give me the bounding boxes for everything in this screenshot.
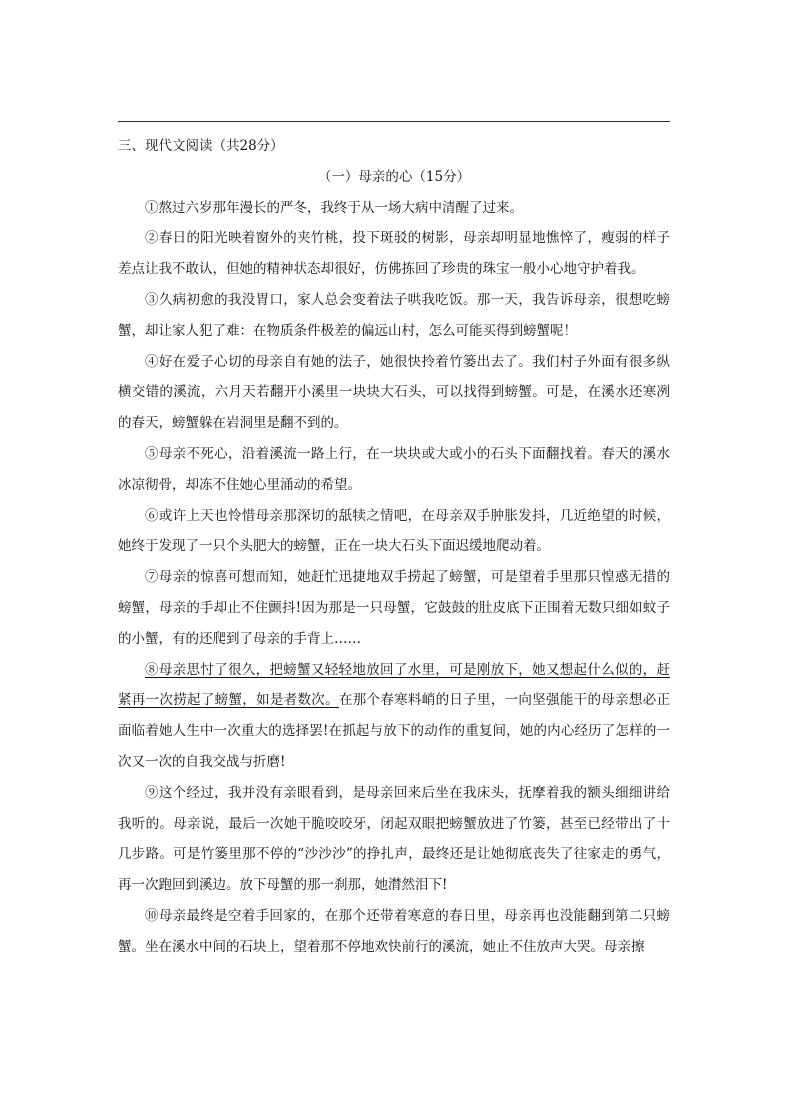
- paragraph-10: ⑩母亲最终是空着手回家的，在那个还带着寒意的春日里，母亲再也没能翻到第二只螃蟹。坐在溪水中间的石块上，望着那不停地欢快前行的溪流，她止不住放声大哭。母亲擦: [118, 907, 670, 955]
- section-heading: 三、现代文阅读（共28分）: [118, 138, 284, 154]
- paragraph-8-underlined-sentence: ⑧母亲思忖了很久，把螃蟹又轻轻地放回了水里，可是刚放下，她又想起什么似的，赶紧再一次捞起了螃蟹，如是者数次。: [118, 661, 670, 709]
- document-body: [118, 131, 670, 963]
- paragraph-4: ④好在爱子心切的母亲自有她的法子，她很快拎着竹篓出去了。我们村子外面有很多纵横交错的溪流，六月天若翻开小溪里一块块大石头，可以找得到螃蟹。可是，在溪水还寒冽的春天，螃蟹躲在岩洞里是翻不到的。: [118, 353, 670, 432]
- paragraph-9: ⑨这个经过，我并没有亲眼看到，是母亲回来后坐在我床头，抚摩着我的额头细细讲给我听的。母亲说，最后一次她干脆咬咬牙，闭起双眼把螃蟹放进了竹篓，甚至已经带出了十几步路。可是竹篓里那不停的“沙沙沙”的挣扎声，最终还是让她彻底丧失了往家走的勇气，再一次跑回到溪边。放下母蟹的那一刹那，她潸然泪下!: [118, 784, 670, 894]
- paragraph-1: ①熬过六岁那年漫长的严冬，我终于从一场大病中清醒了过来。: [145, 199, 523, 216]
- paragraph-3: ③久病初愈的我没胃口，家人总会变着法子哄我吃饭。那一天，我告诉母亲，很想吃螃蟹，却让家人犯了难：在物质条件极差的偏远山村，怎么可能买得到螃蟹呢！: [118, 291, 670, 339]
- paragraph-7: ⑦母亲的惊喜可想而知，她赶忙迅捷地双手捞起了螃蟹，可是望着手里那只惶惑无措的螃蟹，母亲的手却止不住颤抖!因为那是一只母蟹，它鼓鼓的肚皮底下正围着无数只细如蚊子的小蟹，有的还爬到了母亲的手背上……: [118, 569, 670, 647]
- article-title: （一）母亲的心（15分）: [317, 168, 471, 185]
- paragraph-8: [118, 655, 670, 778]
- top-rule: [118, 121, 670, 122]
- paragraph-5: ⑤母亲不死心，沿着溪流一路上行，在一块块或大或小的石头下面翻找着。春天的溪水冰凉彻骨，却冻不住她心里涌动的希望。: [118, 445, 670, 493]
- paragraph-8-rest: 在那个春寒料峭的日子里，一向坚强能干的母亲想必正面临着她人生中一次重大的选择罢!在抓起与放下的动作的重复间，她的内心经历了怎样的一次又一次的自我交战与折磨!: [118, 692, 671, 770]
- paragraph-6: ⑥或许上天也怜惜母亲那深切的舐犊之情吧，在母亲双手肿胀发抖，几近绝望的时候，她终于发现了一只个头肥大的螃蟹，正在一块大石头下面迟缓地爬动着。: [118, 507, 670, 555]
- paragraph-2: ②春日的阳光映着窗外的夹竹桃，投下斑驳的树影，母亲却明显地憔悴了，瘦弱的样子差点让我不敢认，但她的精神状态却很好，仿佛拣回了珍贵的珠宝一般小心地守护着我。: [118, 230, 670, 278]
